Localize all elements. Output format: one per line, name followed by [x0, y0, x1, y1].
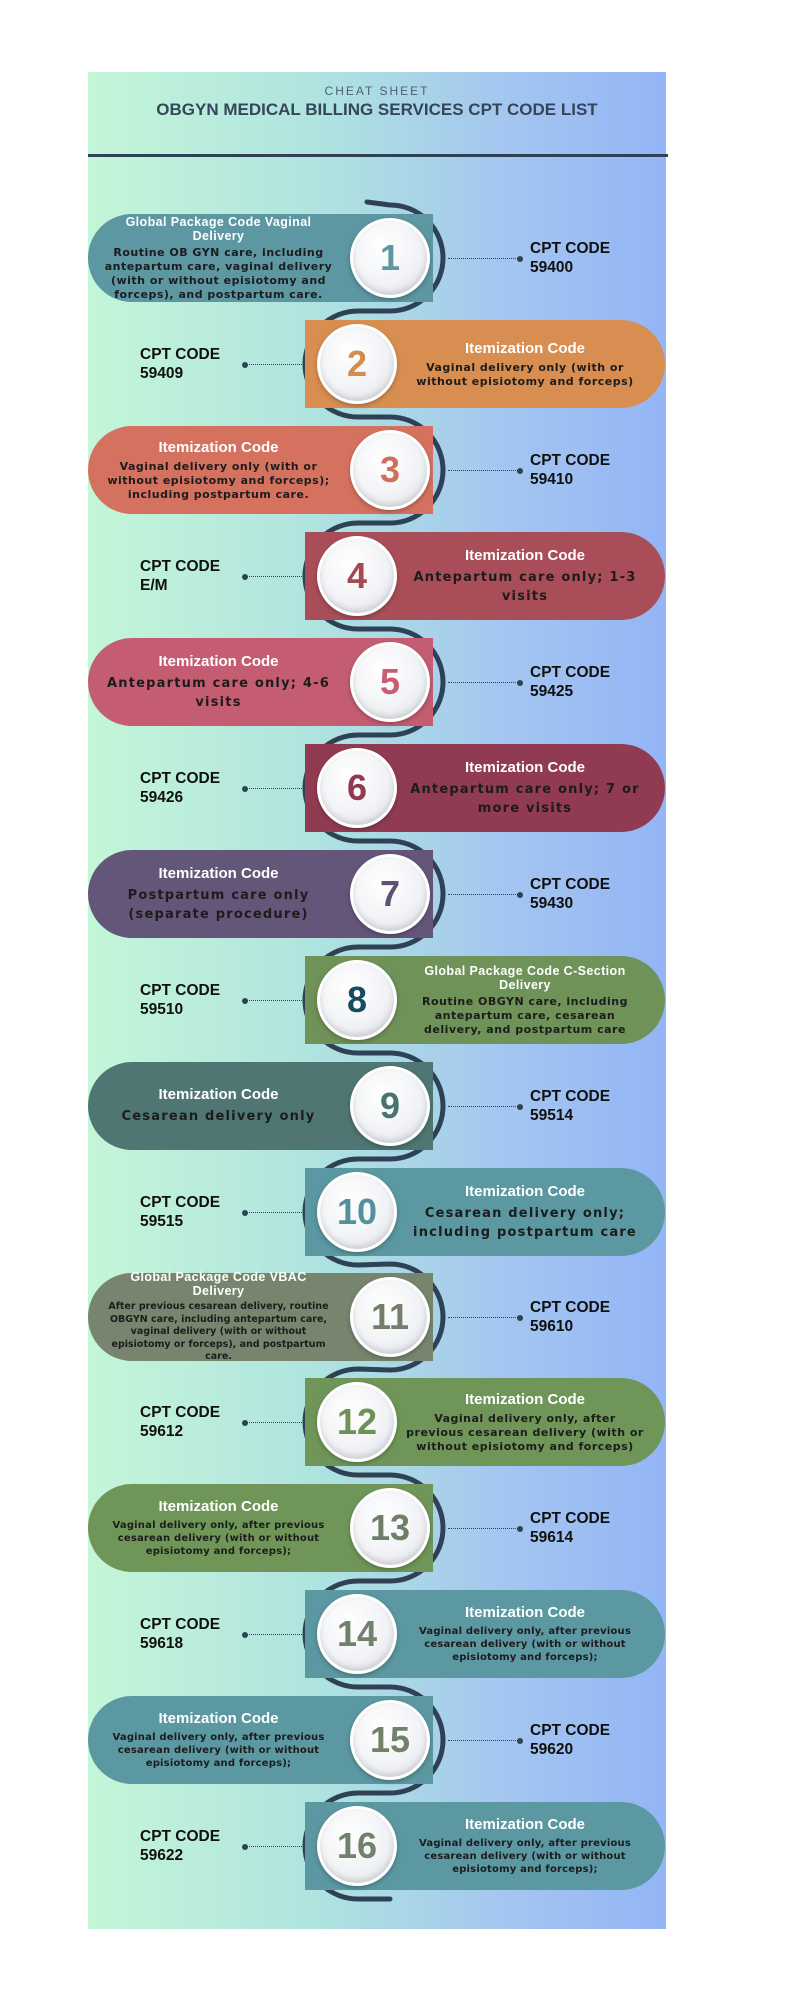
step-title: Itemization Code	[158, 652, 279, 670]
step-description: Antepartum care only; 1-3 visits	[413, 569, 637, 604]
cpt-code-value: 59515	[140, 1213, 184, 1230]
step-title: Global Package Code Vaginal Delivery	[125, 214, 312, 243]
step-card-content	[405, 1808, 645, 1884]
step-description: Vaginal delivery only (with or without episiotomy and forceps); including postpartum care.	[107, 459, 330, 501]
step-title: Itemization Code	[158, 864, 279, 882]
cpt-code-heading: CPT CODE	[530, 1299, 611, 1316]
step-title: Itemization Code	[464, 1182, 585, 1200]
cpt-code-value: 59610	[530, 1318, 574, 1335]
cpt-code-label	[140, 769, 220, 807]
step-description: Vaginal delivery only, after previous cesarean delivery (with or without episiotomy and forceps);	[112, 1520, 325, 1557]
step-number-badge: 11	[350, 1277, 430, 1357]
step-card-content	[104, 1490, 333, 1566]
step-number-badge: 13	[350, 1488, 430, 1568]
cpt-code-heading: CPT CODE	[140, 1828, 221, 1845]
step-number-badge: 10	[317, 1172, 397, 1252]
dotted-connector	[448, 470, 520, 471]
step-title: Itemization Code	[464, 339, 585, 357]
step-description: Antepartum care only; 4-6 visits	[107, 675, 330, 710]
cpt-code-value: 59612	[140, 1423, 184, 1440]
dotted-connector	[448, 1740, 520, 1741]
connector-dot	[242, 362, 248, 368]
step-card-content	[405, 1596, 645, 1672]
cpt-code-label	[140, 557, 220, 595]
cpt-code-label	[140, 1193, 220, 1231]
cpt-code-heading: CPT CODE	[530, 452, 611, 469]
connector-dot	[517, 1738, 523, 1744]
step-title: Itemization Code	[464, 1604, 585, 1621]
cpt-code-value: 59622	[140, 1847, 184, 1864]
step-description: Routine OB GYN care, including antepartum care, vaginal delivery (with or without episiotomy and forceps), and postpartum care.	[104, 245, 333, 301]
step-description: Vaginal delivery only (with or without episiotomy and forceps)	[416, 360, 634, 388]
dotted-connector	[246, 1846, 304, 1847]
step-card-content	[405, 962, 645, 1038]
step-number-badge: 15	[350, 1700, 430, 1780]
cpt-code-label	[140, 1403, 220, 1441]
step-description: Vaginal delivery only, after previous cesarean delivery (with or without episiotomy and forceps);	[418, 1626, 631, 1663]
step-title: Itemization Code	[158, 1710, 279, 1727]
cpt-code-label	[530, 1298, 610, 1336]
step-description: Vaginal delivery only, after previous cesarean delivery (with or without episiotomy and forceps)	[406, 1411, 644, 1453]
connector-dot	[517, 680, 523, 686]
step-description: Vaginal delivery only, after previous cesarean delivery (with or without episiotomy and forceps);	[112, 1732, 325, 1769]
step-card-content	[104, 1068, 333, 1144]
cpt-code-heading: CPT CODE	[530, 1510, 611, 1527]
dotted-connector	[246, 788, 304, 789]
step-card-content	[104, 214, 333, 301]
step-card-content	[405, 1174, 645, 1250]
connector-dot	[242, 998, 248, 1004]
step-number-badge: 4	[317, 536, 397, 616]
cpt-code-heading: CPT CODE	[530, 1722, 611, 1739]
step-description: After previous cesarean delivery, routine OBGYN care, including antepartum care, vaginal delivery (with or without episiotomy or forceps), and postpartum care.	[108, 1301, 329, 1363]
step-number-badge: 12	[317, 1382, 397, 1462]
connector-dot	[517, 256, 523, 262]
connector-dot	[242, 1420, 248, 1426]
step-card-content	[104, 432, 333, 508]
cpt-code-heading: CPT CODE	[140, 1404, 221, 1421]
dotted-connector	[246, 576, 304, 577]
cpt-code-label	[530, 239, 610, 277]
dotted-connector	[246, 1634, 304, 1635]
step-number-badge: 2	[317, 324, 397, 404]
cpt-code-value: 59410	[530, 471, 574, 488]
step-card-content	[405, 326, 645, 402]
cpt-code-label	[140, 1827, 220, 1865]
step-number-badge: 8	[317, 960, 397, 1040]
step-title: Itemization Code	[464, 1390, 585, 1408]
dotted-connector	[448, 894, 520, 895]
step-card-content	[104, 1270, 333, 1363]
cpt-code-heading: CPT CODE	[530, 240, 611, 257]
dotted-connector	[448, 1528, 520, 1529]
step-title: Global Package Code VBAC Delivery	[130, 1270, 307, 1299]
step-description: Postpartum care only (separate procedure)	[127, 887, 310, 922]
connector-dot	[517, 1315, 523, 1321]
connector-dot	[517, 1526, 523, 1532]
cpt-code-heading: CPT CODE	[140, 346, 221, 363]
connector-dot	[242, 1844, 248, 1850]
step-number-badge: 16	[317, 1806, 397, 1886]
step-description: Vaginal delivery only, after previous cesarean delivery (with or without episiotomy and forceps);	[418, 1838, 631, 1875]
connector-dot	[517, 1104, 523, 1110]
step-number-badge: 3	[350, 430, 430, 510]
cpt-code-value: 59620	[530, 1741, 574, 1758]
cpt-code-label	[140, 1615, 220, 1653]
cpt-code-label	[530, 663, 610, 701]
cpt-code-label	[530, 1509, 610, 1547]
step-description: Cesarean delivery only	[121, 1109, 316, 1124]
cpt-code-heading: CPT CODE	[140, 558, 221, 575]
step-card-content	[405, 750, 645, 826]
dotted-connector	[246, 1422, 304, 1423]
cpt-code-label	[530, 451, 610, 489]
cpt-code-value: 59614	[530, 1529, 574, 1546]
connector-dot	[242, 1632, 248, 1638]
step-title: Itemization Code	[158, 438, 279, 456]
step-title: Itemization Code	[158, 1498, 279, 1515]
cpt-code-heading: CPT CODE	[530, 664, 611, 681]
cpt-code-heading: CPT CODE	[140, 1194, 221, 1211]
dotted-connector	[246, 364, 304, 365]
dotted-connector	[448, 1106, 520, 1107]
cpt-code-value: 59426	[140, 789, 184, 806]
step-title: Itemization Code	[158, 1086, 279, 1103]
cpt-code-value: 59510	[140, 1001, 184, 1018]
step-card-content	[405, 1384, 645, 1460]
connector-dot	[242, 574, 248, 580]
step-number-badge: 7	[350, 854, 430, 934]
cpt-code-value: 59618	[140, 1635, 184, 1652]
page-title: OBGYN MEDICAL BILLING SERVICES CPT CODE LIST	[156, 100, 598, 119]
step-description: Cesarean delivery only; including postpartum care	[413, 1205, 637, 1240]
cpt-code-heading: CPT CODE	[140, 770, 221, 787]
step-number-badge: 6	[317, 748, 397, 828]
cpt-code-heading: CPT CODE	[140, 982, 221, 999]
cpt-code-label	[530, 875, 610, 913]
step-card-content	[405, 538, 645, 614]
header-eyebrow: CHEAT SHEET	[324, 84, 430, 98]
step-title: Global Package Code C-Section Delivery	[424, 963, 626, 992]
header-divider	[88, 154, 668, 157]
cpt-code-value: E/M	[140, 577, 168, 594]
dotted-connector	[448, 682, 520, 683]
cpt-code-value: 59409	[140, 365, 184, 382]
dotted-connector	[448, 1317, 520, 1318]
cpt-code-heading: CPT CODE	[140, 1616, 221, 1633]
cpt-code-value: 59400	[530, 259, 574, 276]
dotted-connector	[246, 1000, 304, 1001]
step-title: Itemization Code	[464, 546, 585, 564]
connector-dot	[517, 468, 523, 474]
step-card-content	[104, 1702, 333, 1778]
step-number-badge: 5	[350, 642, 430, 722]
step-description: Antepartum care only; 7 or more visits	[410, 781, 640, 816]
step-number-badge: 14	[317, 1594, 397, 1674]
connector-dot	[242, 786, 248, 792]
cpt-code-label	[140, 981, 220, 1019]
connector-dot	[517, 892, 523, 898]
cpt-code-heading: CPT CODE	[530, 1088, 611, 1105]
cpt-code-value: 59430	[530, 895, 574, 912]
cpt-code-label	[530, 1087, 610, 1125]
step-description: Routine OBGYN care, including antepartum care, cesarean delivery, and postpartum care	[422, 994, 628, 1036]
cpt-code-value: 59514	[530, 1107, 574, 1124]
cpt-code-heading: CPT CODE	[530, 876, 611, 893]
dotted-connector	[246, 1212, 304, 1213]
step-number-badge: 1	[350, 218, 430, 298]
cpt-code-value: 59425	[530, 683, 574, 700]
step-title: Itemization Code	[464, 758, 585, 776]
cpt-code-label	[140, 345, 220, 383]
step-title: Itemization Code	[464, 1816, 585, 1833]
dotted-connector	[448, 258, 520, 259]
cpt-code-label	[530, 1721, 610, 1759]
step-card-content	[104, 856, 333, 932]
connector-dot	[242, 1210, 248, 1216]
step-card-content	[104, 644, 333, 720]
step-number-badge: 9	[350, 1066, 430, 1146]
